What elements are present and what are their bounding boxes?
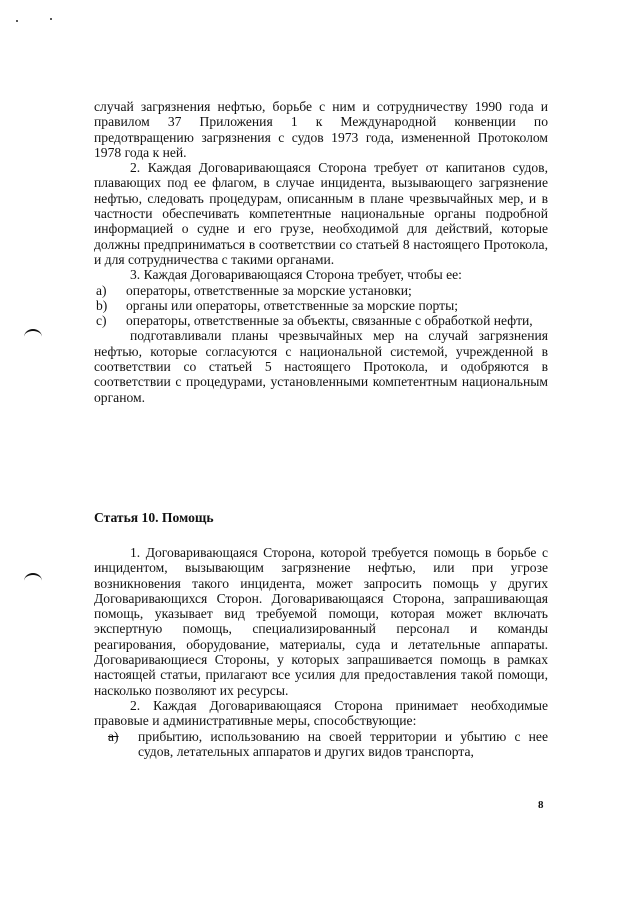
page-number: 8: [538, 799, 544, 811]
paragraph: 2. Каждая Договаривающаяся Сторона принимает необходимые правовые и административные меры, способствующие:: [94, 697, 548, 729]
scan-speck: [16, 20, 18, 22]
list-item-text: органы или операторы, ответственные за морские порты;: [126, 297, 458, 313]
list-marker: b): [96, 297, 108, 313]
list-item-text: операторы, ответственные за объекты, связанные с обработкой нефти,: [126, 313, 533, 329]
list-marker: a): [96, 282, 107, 298]
list-item: [94, 729, 548, 760]
paragraph: случай загрязнения нефтью, борьбе с ним и сотрудничеству 1990 года и правилом 37 Приложения 1 к Международной конвенции по предотвращению загрязнения с судов 1973 года, измененной Протоколом 1978 года к ней.: [94, 99, 548, 160]
margin-mark: [24, 329, 42, 337]
list-item-text: операторы, ответственные за морские установки;: [126, 282, 412, 298]
margin-mark: [24, 573, 42, 581]
list-item: [94, 313, 548, 328]
scan-speck: [50, 18, 52, 20]
list-item: [94, 298, 548, 313]
article-9-continuation: [94, 99, 548, 405]
paragraph: 3. Каждая Договаривающаяся Сторона требует, чтобы ее:: [130, 267, 462, 283]
paragraph: 1. Договаривающаяся Сторона, которой требуется помощь в борьбе с инцидентом, вызывающим загрязнение нефтью, или при угрозе возникновения такого инцидента, может запросить помощь у других Договаривающихся Сторон. Договаривающаяся Сторона, запрашивающая помощь, указывает вид требуемой помощи, которая может включать экспертную помощь, специализированный персонал и команды реагирования, оборудование, материалы, суда и летательные аппараты. Договаривающиеся Стороны, у которых запрашивается помощь в рамках настоящей статьи, прилагают все усилия для предоставления такой помощи, насколько позволяют их ресурсы.: [94, 545, 548, 698]
paragraph: подготавливали планы чрезвычайных мер на случай загрязнения нефтью, которые согласуются с национальной системой, учрежденной в соответствии со статьей 5 настоящего Протокола, и одобряются в соответствии с процедурами, установленными компетентным национальным органом.: [94, 328, 548, 405]
list-marker: a): [108, 728, 119, 744]
paragraph: 2. Каждая Договаривающаяся Сторона требует от капитанов судов, плавающих под ее флагом, в случае инцидента, вызывающего загрязнение нефтью, следовать процедурам, описанным в плане чрезвычайных мер, и в частности обеспечивать компетентные национальные органы подробной информацией о судне и его грузе, необходимой для действий, которые должны предприниматься в соответствии со статьей 8 настоящего Протокола, и для сотрудничества с такими органами.: [94, 160, 548, 267]
list-item-text: прибытию, использованию на своей территории и убытию с нее судов, летательных аппаратов и других видов транспорта,: [138, 728, 548, 759]
article-10-body: [94, 545, 548, 759]
list-item: [94, 283, 548, 298]
list-marker: c): [96, 313, 107, 329]
article-heading: Статья 10. Помощь: [94, 510, 214, 525]
